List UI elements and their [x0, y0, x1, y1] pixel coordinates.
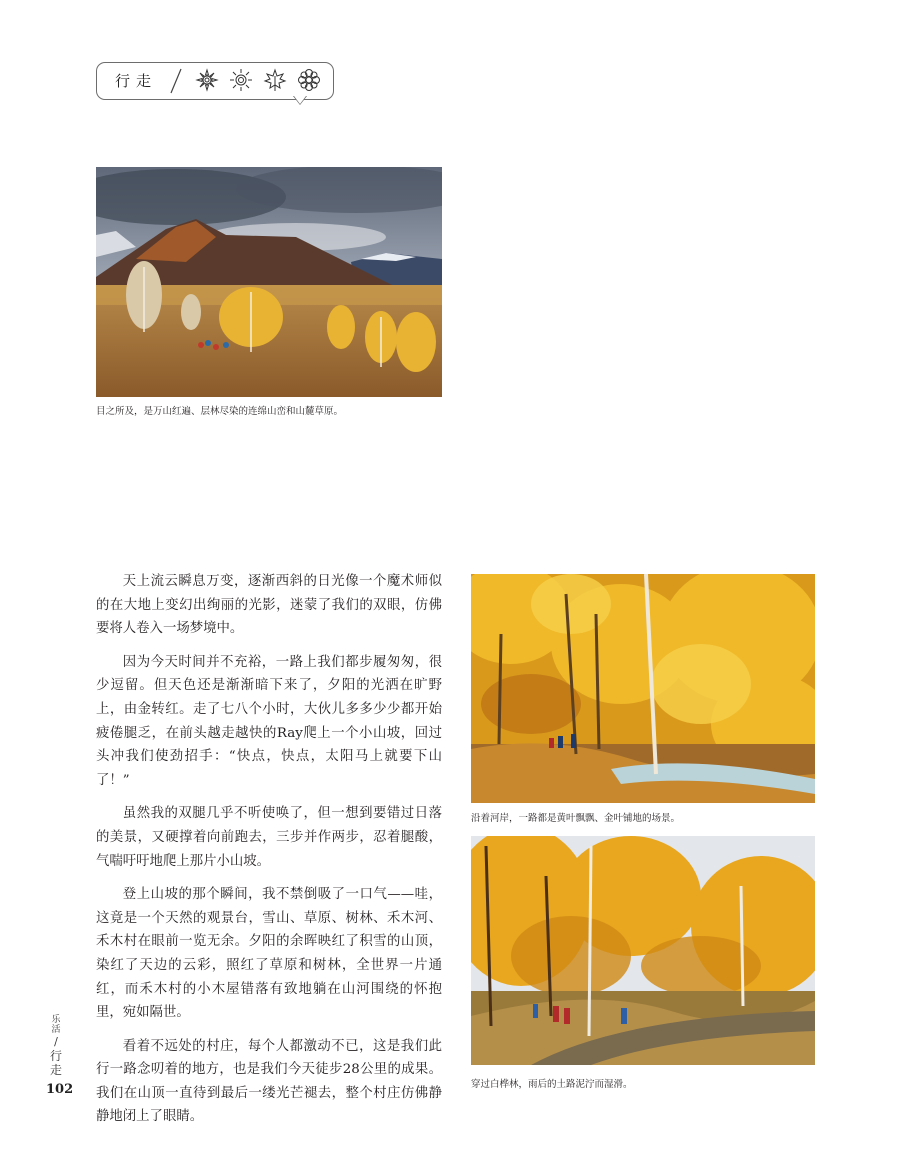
article-paragraph: 天上流云瞬息万变，逐渐西斜的日光像一个魔术师似的在大地上变幻出绚丽的光影，迷蒙了我们的双眼，仿佛要将人卷入一场梦境中。 — [96, 574, 442, 637]
photo-mountain-meadow — [96, 167, 442, 397]
photo-riverbank-birches — [471, 574, 815, 803]
article-paragraph: 虽然我的双腿几乎不听使唤了，但一想到要错过日落的美景，又硬撑着向前跑去，三步并作两步，忍着腿酸，气喘吁吁地爬上那片小山坡。 — [96, 806, 442, 869]
magazine-name: 乐 活 — [51, 1015, 61, 1035]
badge-pointer-fill — [294, 96, 306, 104]
photo-caption: 目之所及，是万山红遍、层林尽染的连绵山峦和山麓草原。 — [96, 406, 344, 417]
page-number: 102 — [46, 1082, 74, 1097]
sunflower-icon — [195, 68, 219, 92]
section-badge — [96, 62, 334, 100]
sun-icon — [229, 68, 253, 92]
maple-leaf-icon — [263, 68, 287, 92]
slash-divider — [169, 67, 183, 95]
folio-tag — [46, 1015, 66, 1077]
flower-icon — [297, 68, 321, 92]
folio-slash: / — [54, 1035, 58, 1048]
photo-birch-forest-path — [471, 836, 815, 1065]
section-title: 行走 — [115, 72, 158, 90]
folio-section: 行 走 — [49, 1049, 62, 1077]
article-paragraph: 登上山坡的那个瞬间，我不禁倒吸了一口气——哇，这竟是一个天然的观景台，雪山、草原、树林、禾木河、禾木村在眼前一览无余。夕阳的余晖映红了积雪的山顶，染红了天边的云彩，照红了草原和树林，全世界一片通红，而禾木村的小木屋错落有致地躺在山河围绕的怀抱里，宛如隔世。 — [96, 887, 442, 1021]
article-body — [96, 570, 442, 1139]
photo-caption: 穿过白桦林，雨后的土路泥泞而湿滑。 — [471, 1079, 633, 1090]
article-paragraph: 看着不远处的村庄，每个人都激动不已，这是我们此行一路念叨着的地方，也是我们今天徒步28公里的成果。我们在山顶一直待到最后一缕光芒褪去，整个村庄仿佛静静地闭上了眼睛。 — [96, 1038, 442, 1125]
photo-caption: 沿着河岸，一路都是黄叶飘飘、金叶铺地的场景。 — [471, 813, 681, 824]
article-paragraph: 因为今天时间并不充裕，一路上我们都步履匆匆，很少逗留。但天色还是渐渐暗下来了，夕阳的光洒在旷野上，由金转红。走了七八个小时，大伙儿多多少少都开始疲倦腿乏，在前头越走越快的Ray爬上一个小山坡，回过头冲我们使劲招手：“快点，快点，太阳马上就要下山了！” — [96, 654, 442, 788]
